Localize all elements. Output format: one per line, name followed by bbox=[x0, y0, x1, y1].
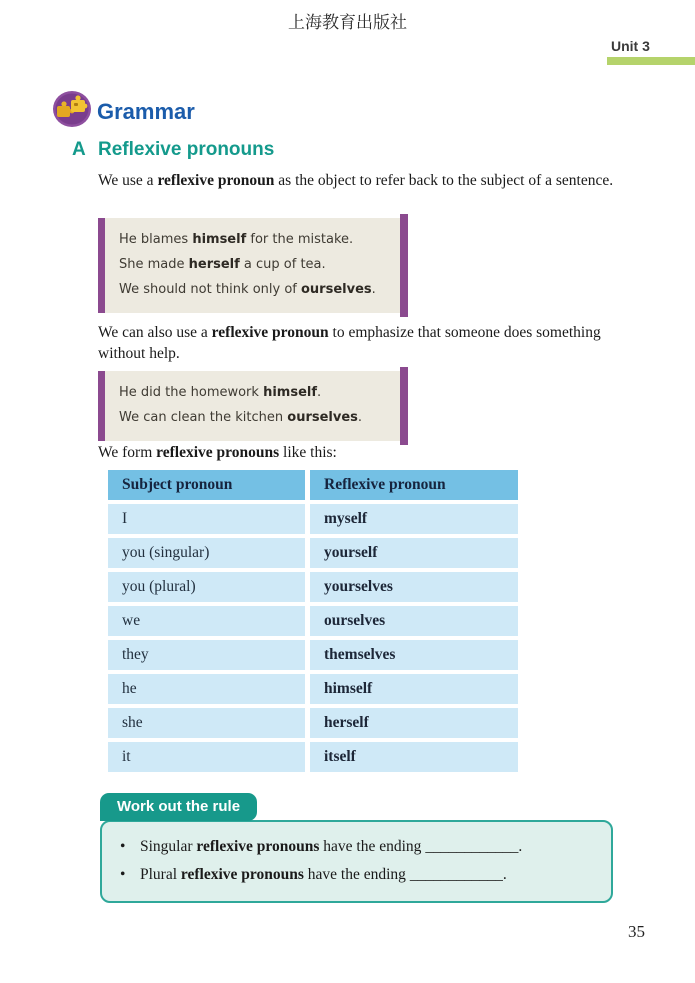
example-right-bar bbox=[400, 367, 408, 445]
table-row bbox=[108, 538, 518, 568]
rule-bullet: • Plural reflexive pronouns have the ending ____________. bbox=[120, 861, 593, 889]
fill-in-blank[interactable]: ____________ bbox=[409, 866, 503, 883]
emphasis-post: to emphasize that someone does something without help. bbox=[98, 324, 601, 362]
emphasis-pre: We can also use a bbox=[98, 324, 212, 341]
unit-label: Unit 3 bbox=[611, 38, 650, 54]
bullet-dot: • bbox=[120, 866, 126, 883]
subject-cell: it bbox=[108, 742, 305, 772]
example-box-emphasis-use bbox=[98, 371, 408, 441]
example-box-content bbox=[105, 218, 400, 313]
form-pre: We form bbox=[98, 444, 157, 461]
grammar-heading bbox=[52, 90, 195, 133]
example-left-bar bbox=[98, 218, 105, 313]
table-row bbox=[108, 572, 518, 602]
reflexive-cell: herself bbox=[310, 708, 518, 738]
reflexive-cell: yourselves bbox=[310, 572, 518, 602]
subject-cell: I bbox=[108, 504, 305, 534]
section-title: Reflexive pronouns bbox=[98, 139, 275, 160]
subject-cell: you (plural) bbox=[108, 572, 305, 602]
intro-post: as the object to refer back to the subject of a sentence. bbox=[274, 172, 614, 189]
table-header-subject: Subject pronoun bbox=[108, 470, 305, 500]
form-bold-term: reflexive pronouns bbox=[156, 444, 280, 461]
section-a-heading bbox=[72, 139, 274, 161]
grammar-heading-label: Grammar bbox=[97, 98, 195, 124]
example-sentence: We should not think only of ourselves. bbox=[119, 282, 376, 297]
subject-cell: they bbox=[108, 640, 305, 670]
publisher-title: 上海教育出版社 bbox=[288, 13, 407, 32]
form-paragraph bbox=[98, 442, 646, 463]
table-row bbox=[108, 742, 518, 772]
form-post: like this: bbox=[279, 444, 337, 461]
example-box-content bbox=[105, 371, 400, 441]
table-body bbox=[108, 504, 518, 772]
reflexive-cell: themselves bbox=[310, 640, 518, 670]
example-sentence: She made herself a cup of tea. bbox=[119, 257, 326, 272]
table-row bbox=[108, 504, 518, 534]
example-box-object-use bbox=[98, 218, 408, 313]
section-letter: A bbox=[72, 139, 86, 160]
example-sentence: He did the homework himself. bbox=[119, 385, 322, 400]
emphasis-paragraph bbox=[98, 322, 646, 364]
example-left-bar bbox=[98, 371, 105, 441]
fill-in-blank[interactable]: ____________ bbox=[425, 838, 519, 855]
intro-paragraph bbox=[98, 170, 646, 191]
pronoun-table bbox=[108, 470, 518, 776]
table-row bbox=[108, 674, 518, 704]
intro-pre: We use a bbox=[98, 172, 158, 189]
table-header-row bbox=[108, 470, 518, 500]
example-sentence: We can clean the kitchen ourselves. bbox=[119, 410, 363, 425]
table-row bbox=[108, 708, 518, 738]
emphasis-bold-term: reflexive pronoun bbox=[211, 324, 329, 341]
bullet-dot: • bbox=[120, 838, 126, 855]
page-number: 35 bbox=[628, 922, 645, 941]
table-row bbox=[108, 606, 518, 636]
subject-cell: you (singular) bbox=[108, 538, 305, 568]
reflexive-cell: himself bbox=[310, 674, 518, 704]
reflexive-cell: myself bbox=[310, 504, 518, 534]
grammar-puzzle-icon bbox=[52, 90, 92, 133]
table-header-reflexive: Reflexive pronoun bbox=[310, 470, 518, 500]
subject-cell: she bbox=[108, 708, 305, 738]
example-right-bar bbox=[400, 214, 408, 317]
subject-cell: he bbox=[108, 674, 305, 704]
reflexive-cell: itself bbox=[310, 742, 518, 772]
example-sentence: He blames himself for the mistake. bbox=[119, 232, 354, 247]
table-row bbox=[108, 640, 518, 670]
reflexive-cell: ourselves bbox=[310, 606, 518, 636]
unit-accent-bar bbox=[607, 57, 695, 65]
rule-box bbox=[100, 820, 613, 903]
rule-bullet: • Singular reflexive pronouns have the ending ____________. bbox=[120, 833, 593, 861]
subject-cell: we bbox=[108, 606, 305, 636]
work-out-the-rule-badge: Work out the rule bbox=[100, 793, 257, 821]
reflexive-cell: yourself bbox=[310, 538, 518, 568]
intro-bold-term: reflexive pronoun bbox=[157, 172, 275, 189]
